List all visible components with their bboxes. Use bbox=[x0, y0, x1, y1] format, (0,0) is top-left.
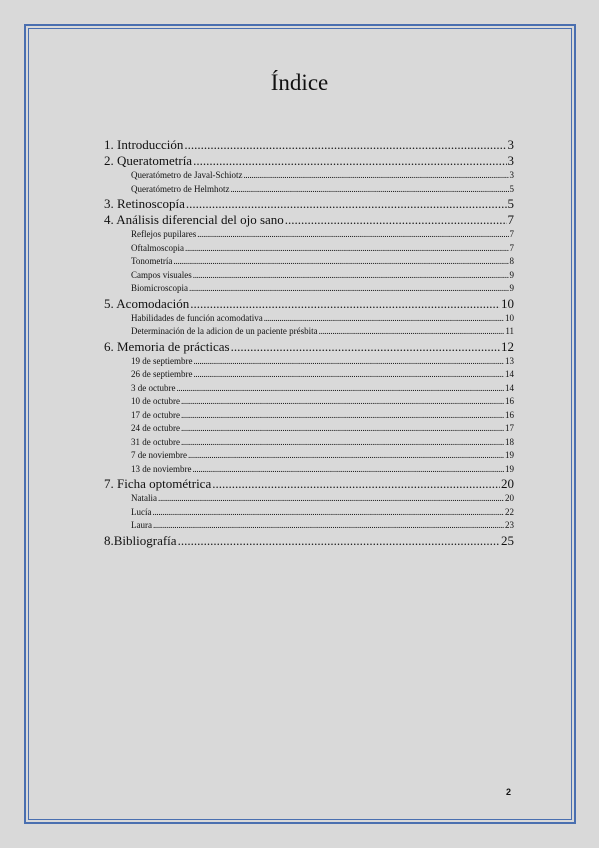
toc-dot-leader bbox=[181, 409, 504, 423]
toc-entry-page-number: 5 bbox=[509, 183, 514, 194]
toc-subsection-entry[interactable] bbox=[104, 436, 514, 450]
toc-entry-label: Lucía bbox=[131, 506, 152, 517]
toc-subsection-entry[interactable] bbox=[104, 463, 514, 477]
toc-entry-page-number: 18 bbox=[505, 436, 514, 447]
toc-subsection-entry[interactable] bbox=[104, 395, 514, 409]
toc-entry-page-number: 19 bbox=[505, 463, 514, 474]
toc-entry-label: 7 de noviembre bbox=[131, 450, 187, 460]
toc-dot-leader bbox=[181, 422, 504, 436]
toc-entry-page-number: 9 bbox=[509, 269, 514, 280]
toc-subsection-entry[interactable] bbox=[104, 492, 514, 506]
toc-entry-label: 3 de octubre bbox=[131, 382, 176, 393]
toc-dot-leader bbox=[231, 339, 500, 355]
toc-dot-leader bbox=[230, 183, 508, 197]
toc-section-entry[interactable] bbox=[104, 196, 514, 212]
toc-entry-label: 19 de septiembre bbox=[131, 355, 193, 366]
toc-entry-label: 31 de octubre bbox=[131, 436, 180, 447]
toc-entry-label: 26 de septiembre bbox=[131, 369, 193, 379]
toc-entry-label: Laura bbox=[131, 520, 152, 530]
toc-entry-label: 10 de octubre bbox=[131, 396, 180, 406]
toc-entry-page-number: 7 bbox=[509, 242, 514, 253]
toc-dot-leader bbox=[192, 463, 504, 477]
toc-entry-label: Queratómetro de Javal-Schiotz bbox=[131, 170, 243, 180]
toc-section-entry[interactable] bbox=[104, 533, 514, 549]
toc-dot-leader bbox=[184, 137, 506, 153]
toc-entry-label: Biomicroscopia bbox=[131, 283, 188, 293]
toc-entry-page-number: 11 bbox=[505, 326, 514, 336]
toc-dot-leader bbox=[193, 368, 504, 382]
toc-entry-page-number: 7 bbox=[509, 229, 514, 239]
toc-dot-leader bbox=[193, 269, 509, 283]
toc-entry-page-number: 3 bbox=[509, 170, 514, 180]
toc-entry-label: Oftalmoscopia bbox=[131, 242, 184, 253]
toc-entry-page-number: 16 bbox=[505, 396, 514, 406]
toc-subsection-entry[interactable] bbox=[104, 255, 514, 269]
toc-dot-leader bbox=[176, 382, 504, 396]
toc-entry-page-number: 3 bbox=[507, 153, 514, 168]
toc-dot-leader bbox=[158, 492, 504, 506]
toc-entry-page-number: 8 bbox=[509, 256, 514, 266]
toc-entry-page-number: 3 bbox=[507, 137, 514, 152]
toc-entry-page-number: 7 bbox=[507, 212, 514, 227]
toc-entry-page-number: 10 bbox=[505, 312, 514, 323]
toc-entry-page-number: 22 bbox=[505, 506, 514, 517]
toc-dot-leader bbox=[193, 153, 506, 169]
toc-entry-label: 24 de octubre bbox=[131, 423, 180, 433]
toc-subsection-entry[interactable] bbox=[104, 355, 514, 369]
toc-section-entry[interactable] bbox=[104, 339, 514, 355]
toc-section-entry[interactable] bbox=[104, 153, 514, 169]
toc-entry-page-number: 12 bbox=[501, 338, 514, 354]
toc-subsection-entry[interactable] bbox=[104, 169, 514, 183]
toc-entry-label: 1. Introducción bbox=[104, 137, 184, 152]
toc-subsection-entry[interactable] bbox=[104, 312, 514, 326]
toc-section-entry[interactable] bbox=[104, 137, 514, 153]
toc-subsection-entry[interactable] bbox=[104, 228, 514, 242]
toc-entry-label: 13 de noviembre bbox=[131, 463, 192, 474]
toc-entry-page-number: 23 bbox=[505, 520, 514, 530]
toc-section-entry[interactable] bbox=[104, 476, 514, 492]
toc-entry-page-number: 17 bbox=[505, 423, 514, 433]
toc-subsection-entry[interactable] bbox=[104, 409, 514, 423]
page-title: Índice bbox=[270, 70, 329, 95]
toc-dot-leader bbox=[153, 506, 505, 520]
toc-entry-label: 4. Análisis diferencial del ojo sano bbox=[104, 212, 284, 227]
toc-subsection-entry[interactable] bbox=[104, 519, 514, 533]
toc-subsection-entry[interactable] bbox=[104, 282, 514, 296]
toc-entry-page-number: 20 bbox=[505, 493, 514, 503]
toc-subsection-entry[interactable] bbox=[104, 242, 514, 256]
toc-dot-leader bbox=[193, 355, 504, 369]
toc-entry-label: 8.Bibliografía bbox=[104, 532, 177, 548]
toc-entry-label: 17 de octubre bbox=[131, 409, 180, 420]
toc-subsection-entry[interactable] bbox=[104, 449, 514, 463]
toc-entry-label: Reflejos pupilares bbox=[131, 229, 197, 239]
toc-entry-label: Natalia bbox=[131, 493, 157, 503]
toc-entry-page-number: 13 bbox=[505, 355, 514, 366]
toc-dot-leader bbox=[173, 255, 508, 269]
toc-subsection-entry[interactable] bbox=[104, 506, 514, 520]
toc-dot-leader bbox=[285, 212, 507, 228]
toc-entry-page-number: 14 bbox=[505, 382, 514, 393]
toc-entry-label: 3. Retinoscopía bbox=[104, 196, 185, 211]
toc-entry-page-number: 19 bbox=[505, 450, 514, 460]
toc-dot-leader bbox=[264, 312, 504, 326]
toc-dot-leader bbox=[178, 533, 500, 549]
toc-subsection-entry[interactable] bbox=[104, 269, 514, 283]
toc-section-entry[interactable] bbox=[104, 296, 514, 312]
toc-dot-leader bbox=[243, 169, 508, 183]
toc-entry-label: 6. Memoria de prácticas bbox=[104, 338, 230, 354]
toc-entry-label: 2. Queratometría bbox=[104, 153, 193, 168]
toc-entry-label: 7. Ficha optométrica bbox=[104, 476, 212, 491]
toc-dot-leader bbox=[181, 395, 504, 409]
toc-entry-label: Campos visuales bbox=[131, 269, 192, 280]
toc-entry-label: 5. Acomodación bbox=[104, 295, 190, 311]
toc-dot-leader bbox=[188, 449, 504, 463]
page-number: 2 bbox=[506, 787, 512, 797]
toc-entry-page-number: 9 bbox=[509, 283, 514, 293]
toc-dot-leader bbox=[153, 519, 504, 533]
toc-dot-leader bbox=[189, 282, 509, 296]
toc-dot-leader bbox=[190, 296, 500, 312]
toc-entry-page-number: 14 bbox=[505, 369, 514, 379]
toc-section-entry[interactable] bbox=[104, 212, 514, 228]
toc-subsection-entry[interactable] bbox=[104, 368, 514, 382]
table-of-contents bbox=[104, 137, 514, 549]
toc-dot-leader bbox=[181, 436, 504, 450]
toc-entry-label: Habilidades de función acomodativa bbox=[131, 312, 263, 323]
toc-entry-page-number: 16 bbox=[505, 409, 514, 420]
toc-entry-page-number: 25 bbox=[501, 532, 514, 548]
toc-entry-label: Queratómetro de Helmhotz bbox=[131, 183, 230, 194]
toc-dot-leader bbox=[186, 196, 507, 212]
toc-entry-label: Tonometría bbox=[131, 256, 173, 266]
toc-subsection-entry[interactable] bbox=[104, 183, 514, 197]
toc-dot-leader bbox=[319, 325, 505, 339]
toc-entry-page-number: 10 bbox=[501, 295, 514, 311]
toc-entry-label: Determinación de la adicion de un paciente présbita bbox=[131, 326, 318, 336]
toc-subsection-entry[interactable] bbox=[104, 422, 514, 436]
toc-subsection-entry[interactable] bbox=[104, 325, 514, 339]
toc-subsection-entry[interactable] bbox=[104, 382, 514, 396]
toc-dot-leader bbox=[212, 476, 500, 492]
toc-entry-page-number: 5 bbox=[507, 196, 514, 211]
toc-dot-leader bbox=[197, 228, 508, 242]
toc-entry-page-number: 20 bbox=[501, 476, 514, 491]
toc-dot-leader bbox=[185, 242, 509, 256]
